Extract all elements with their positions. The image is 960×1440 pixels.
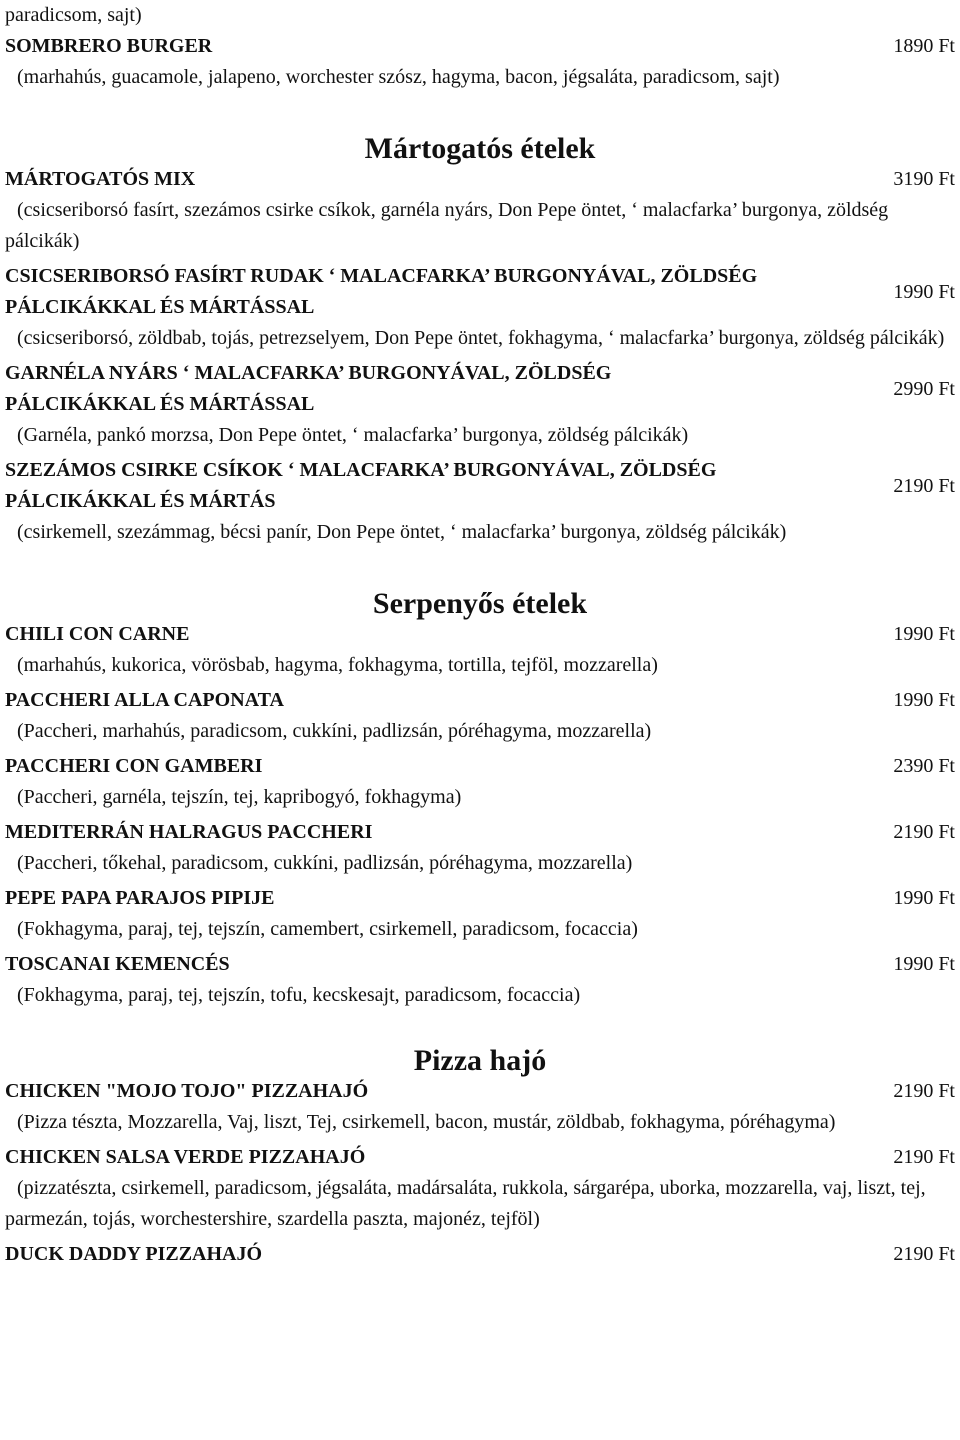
item-name: TOSCANAI KEMENCÉS [5, 953, 230, 975]
menu-item [5, 619, 955, 681]
menu-item [5, 685, 955, 747]
item-header [5, 883, 955, 914]
item-price: 3190 Ft [893, 168, 955, 190]
item-name: PEPE PAPA PARAJOS PIPIJE [5, 887, 275, 909]
item-price: 1990 Ft [893, 280, 955, 303]
section-title: Pizza hajó [413, 1044, 547, 1077]
item-description: (Paccheri, marhahús, paradicsom, cukkíni, padlizsán, póréhagyma, mozzarella) [17, 720, 652, 742]
item-description: (marhahús, guacamole, jalapeno, worchester szósz, hagyma, bacon, jégsaláta, paradicsom, sajt) [17, 66, 780, 88]
item-price: 1990 Ft [893, 887, 955, 909]
item-description: (csicseriborsó, zöldbab, tojás, petrezselyem, Don Pepe öntet, fokhagyma, ‘ malacfarka’ burgonya, zöldség pálcikák) [17, 327, 945, 349]
item-price: 2190 Ft [893, 1080, 955, 1102]
menu-item [5, 261, 955, 354]
item-name: CHICKEN "MOJO TOJO" PIZZAHAJÓ [5, 1080, 369, 1102]
item-header [5, 31, 955, 62]
item-price: 2390 Ft [893, 755, 955, 777]
item-description: (Pizza tészta, Mozzarella, Vaj, liszt, Tej, csirkemell, bacon, mustár, zöldbab, fokhagyma, póréhagyma) [17, 1111, 836, 1133]
item-name: CHICKEN SALSA VERDE PIZZAHAJÓ [5, 1146, 366, 1168]
spacer [5, 97, 955, 133]
menu-item [5, 1239, 955, 1270]
item-name: SZEZÁMOS CSIRKE CSÍKOK ‘ MALACFARKA’ BURGONYÁVAL, ZÖLDSÉG PÁLCIKÁKKAL ÉS MÁRTÁS [5, 459, 717, 512]
item-description: (csirkemell, szezámmag, bécsi panír, Don Pepe öntet, ‘ malacfarka’ burgonya, zöldség pálcikák) [17, 521, 787, 543]
item-header [5, 751, 955, 782]
menu-item [5, 1142, 955, 1235]
menu-item [5, 1076, 955, 1138]
item-description: (pizzatészta, csirkemell, paradicsom, jégsaláta, madársaláta, rukkola, sárgarépa, uborka, mozzarella, vaj, liszt, tej, parmezán, tojás, worchestershire, szardella paszta, majonéz, tejföl) [5, 1177, 926, 1230]
item-price: 1990 Ft [893, 689, 955, 711]
item-header [5, 261, 955, 323]
item-header [5, 1142, 955, 1173]
item-header [5, 817, 955, 848]
menu-item [5, 883, 955, 945]
spacer [5, 552, 955, 588]
item-description: (Garnéla, pankó morzsa, Don Pepe öntet, ‘ malacfarka’ burgonya, zöldség pálcikák) [17, 424, 689, 446]
item-price: 2190 Ft [893, 474, 955, 497]
section-title: Serpenyős ételek [372, 587, 588, 620]
menu-item [5, 358, 955, 451]
item-name: GARNÉLA NYÁRS ‘ MALACFARKA’ BURGONYÁVAL, ZÖLDSÉG PÁLCIKÁKKAL ÉS MÁRTÁSSAL [5, 362, 612, 415]
item-price: 1990 Ft [893, 953, 955, 975]
section-title: Mártogatós ételek [364, 132, 596, 165]
menu-item [5, 751, 955, 813]
item-description: (marhahús, kukorica, vörösbab, hagyma, fokhagyma, tortilla, tejföl, mozzarella) [17, 654, 658, 676]
item-price: 2990 Ft [893, 377, 955, 400]
item-name: DUCK DADDY PIZZAHAJÓ [5, 1243, 263, 1265]
menu-item [5, 164, 955, 257]
menu-item [5, 455, 955, 548]
item-header [5, 164, 955, 195]
item-header [5, 949, 955, 980]
menu-item [5, 817, 955, 879]
item-price: 1890 Ft [893, 35, 955, 57]
item-header [5, 619, 955, 650]
item-name: MÁRTOGATÓS MIX [5, 168, 196, 190]
item-header [5, 358, 955, 420]
item-description: (csicseriborsó fasírt, szezámos csirke csíkok, garnéla nyárs, Don Pepe öntet, ‘ malacfarka’ burgonya, zöldség pálcikák) [5, 199, 889, 252]
item-price: 1990 Ft [893, 623, 955, 645]
item-name: CHILI CON CARNE [5, 623, 190, 645]
menu-item [5, 31, 955, 93]
continued-description: paradicsom, sajt) [5, 4, 142, 26]
spacer [5, 1015, 955, 1045]
item-price: 2190 Ft [893, 821, 955, 843]
item-name: CSICSERIBORSÓ FASÍRT RUDAK ‘ MALACFARKA’ BURGONYÁVAL, ZÖLDSÉG PÁLCIKÁKKAL ÉS MÁRTÁSSAL [5, 265, 758, 318]
item-name: PACCHERI CON GAMBERI [5, 755, 263, 777]
item-description: (Paccheri, tőkehal, paradicsom, cukkíni, padlizsán, póréhagyma, mozzarella) [17, 852, 633, 874]
item-name: SOMBRERO BURGER [5, 35, 213, 57]
menu-item [5, 949, 955, 1011]
item-name: PACCHERI ALLA CAPONATA [5, 689, 284, 711]
item-header [5, 1239, 955, 1270]
item-header [5, 685, 955, 716]
item-description: (Paccheri, garnéla, tejszín, tej, kapribogyó, fokhagyma) [17, 786, 462, 808]
item-header [5, 1076, 955, 1107]
item-description: (Fokhagyma, paraj, tej, tejszín, camembert, csirkemell, paradicsom, focaccia) [17, 918, 638, 940]
item-header [5, 455, 955, 517]
item-price: 2190 Ft [893, 1243, 955, 1265]
item-description: (Fokhagyma, paraj, tej, tejszín, tofu, kecskesajt, paradicsom, focaccia) [17, 984, 581, 1006]
item-price: 2190 Ft [893, 1146, 955, 1168]
item-name: MEDITERRÁN HALRAGUS PACCHERI [5, 821, 373, 843]
